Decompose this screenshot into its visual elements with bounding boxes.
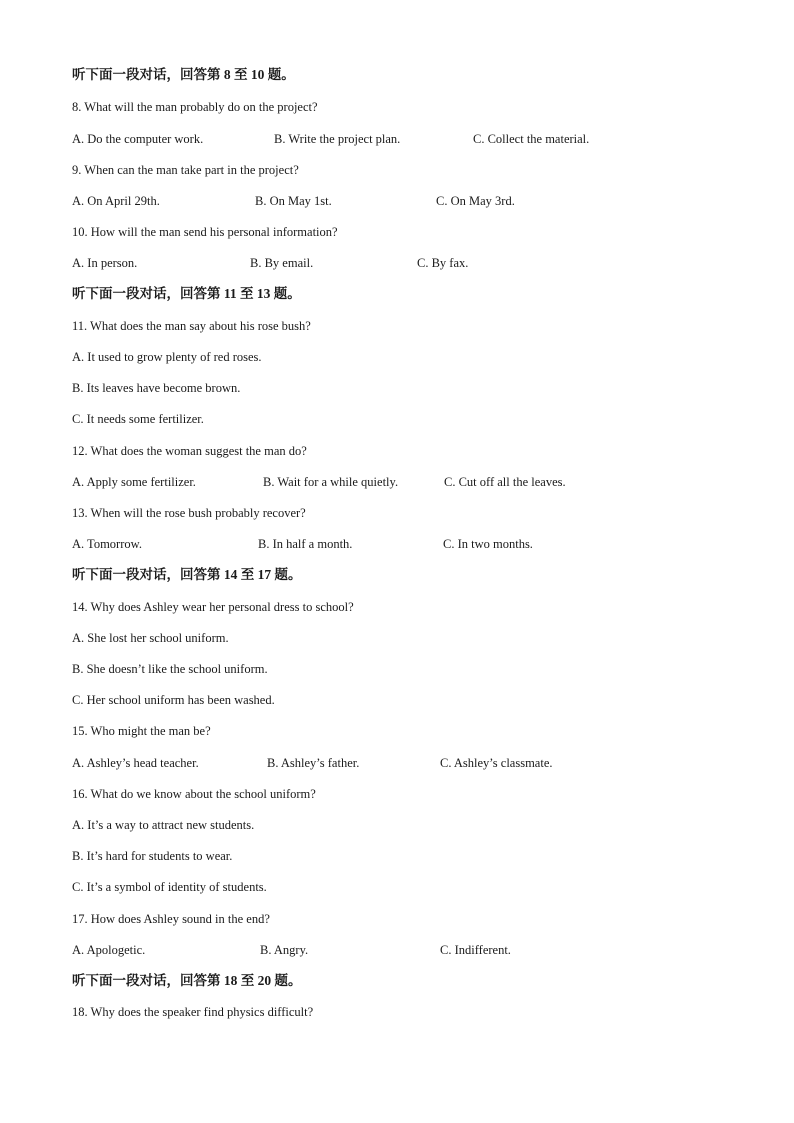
option-a: A. She lost her school uniform. (72, 631, 229, 645)
option-c: C. Cut off all the leaves. (444, 475, 566, 489)
section-heading: 听下面一段对话，回答第 8 至 10 题。 (72, 67, 295, 82)
option-a: A. It used to grow plenty of red roses. (72, 350, 262, 364)
option-a: A. Ashley’s head teacher. (72, 756, 199, 770)
option-a: A. Do the computer work. (72, 132, 204, 146)
question-18: 18. Why does the speaker find physics difficult? (72, 1005, 314, 1019)
option-a: A. It’s a way to attract new students. (72, 818, 255, 832)
options-row-10 (0, 255, 794, 271)
option-a: A. Tomorrow. (72, 537, 142, 551)
question-10: 10. How will the man send his personal information? (72, 225, 338, 239)
options-row-15 (0, 755, 794, 771)
question-8: 8. What will the man probably do on the project? (72, 100, 318, 114)
section-heading: 听下面一段对话，回答第 14 至 17 题。 (72, 567, 302, 582)
option-c: C. It’s a symbol of identity of students. (72, 880, 267, 894)
question-17: 17. How does Ashley sound in the end? (72, 912, 270, 926)
option-c: C. It needs some fertilizer. (72, 412, 204, 426)
option-b: B. Its leaves have become brown. (72, 381, 241, 395)
options-row-9 (0, 193, 794, 209)
option-b: B. By email. (250, 256, 314, 270)
question-11: 11. What does the man say about his rose bush? (72, 319, 311, 333)
option-c: C. On May 3rd. (436, 194, 515, 208)
option-a: A. Apologetic. (72, 943, 146, 957)
option-c: C. Her school uniform has been washed. (72, 693, 275, 707)
option-b: B. Angry. (260, 943, 309, 957)
option-b: B. Write the project plan. (274, 132, 401, 146)
option-a: A. On April 29th. (72, 194, 160, 208)
option-b: B. She doesn’t like the school uniform. (72, 662, 268, 676)
question-14: 14. Why does Ashley wear her personal dress to school? (72, 600, 354, 614)
option-a: A. Apply some fertilizer. (72, 475, 196, 489)
options-row-17 (0, 942, 794, 958)
question-13: 13. When will the rose bush probably recover? (72, 506, 306, 520)
option-b: B. Wait for a while quietly. (263, 475, 399, 489)
option-c: C. Collect the material. (473, 132, 590, 146)
section-heading: 听下面一段对话，回答第 18 至 20 题。 (72, 973, 302, 988)
option-a: A. In person. (72, 256, 138, 270)
option-c: C. By fax. (417, 256, 469, 270)
question-16: 16. What do we know about the school uniform? (72, 787, 316, 801)
options-row-12 (0, 474, 794, 490)
option-c: C. In two months. (443, 537, 533, 551)
question-15: 15. Who might the man be? (72, 724, 211, 738)
question-12: 12. What does the woman suggest the man do? (72, 444, 307, 458)
option-c: C. Indifferent. (440, 943, 511, 957)
options-row-13 (0, 536, 794, 552)
question-9: 9. When can the man take part in the project? (72, 163, 299, 177)
option-b: B. On May 1st. (255, 194, 332, 208)
section-heading: 听下面一段对话，回答第 11 至 13 题。 (72, 286, 301, 301)
options-row-8 (0, 131, 794, 147)
option-b: B. In half a month. (258, 537, 353, 551)
option-c: C. Ashley’s classmate. (440, 756, 553, 770)
option-b: B. Ashley’s father. (267, 756, 360, 770)
option-b: B. It’s hard for students to wear. (72, 849, 233, 863)
